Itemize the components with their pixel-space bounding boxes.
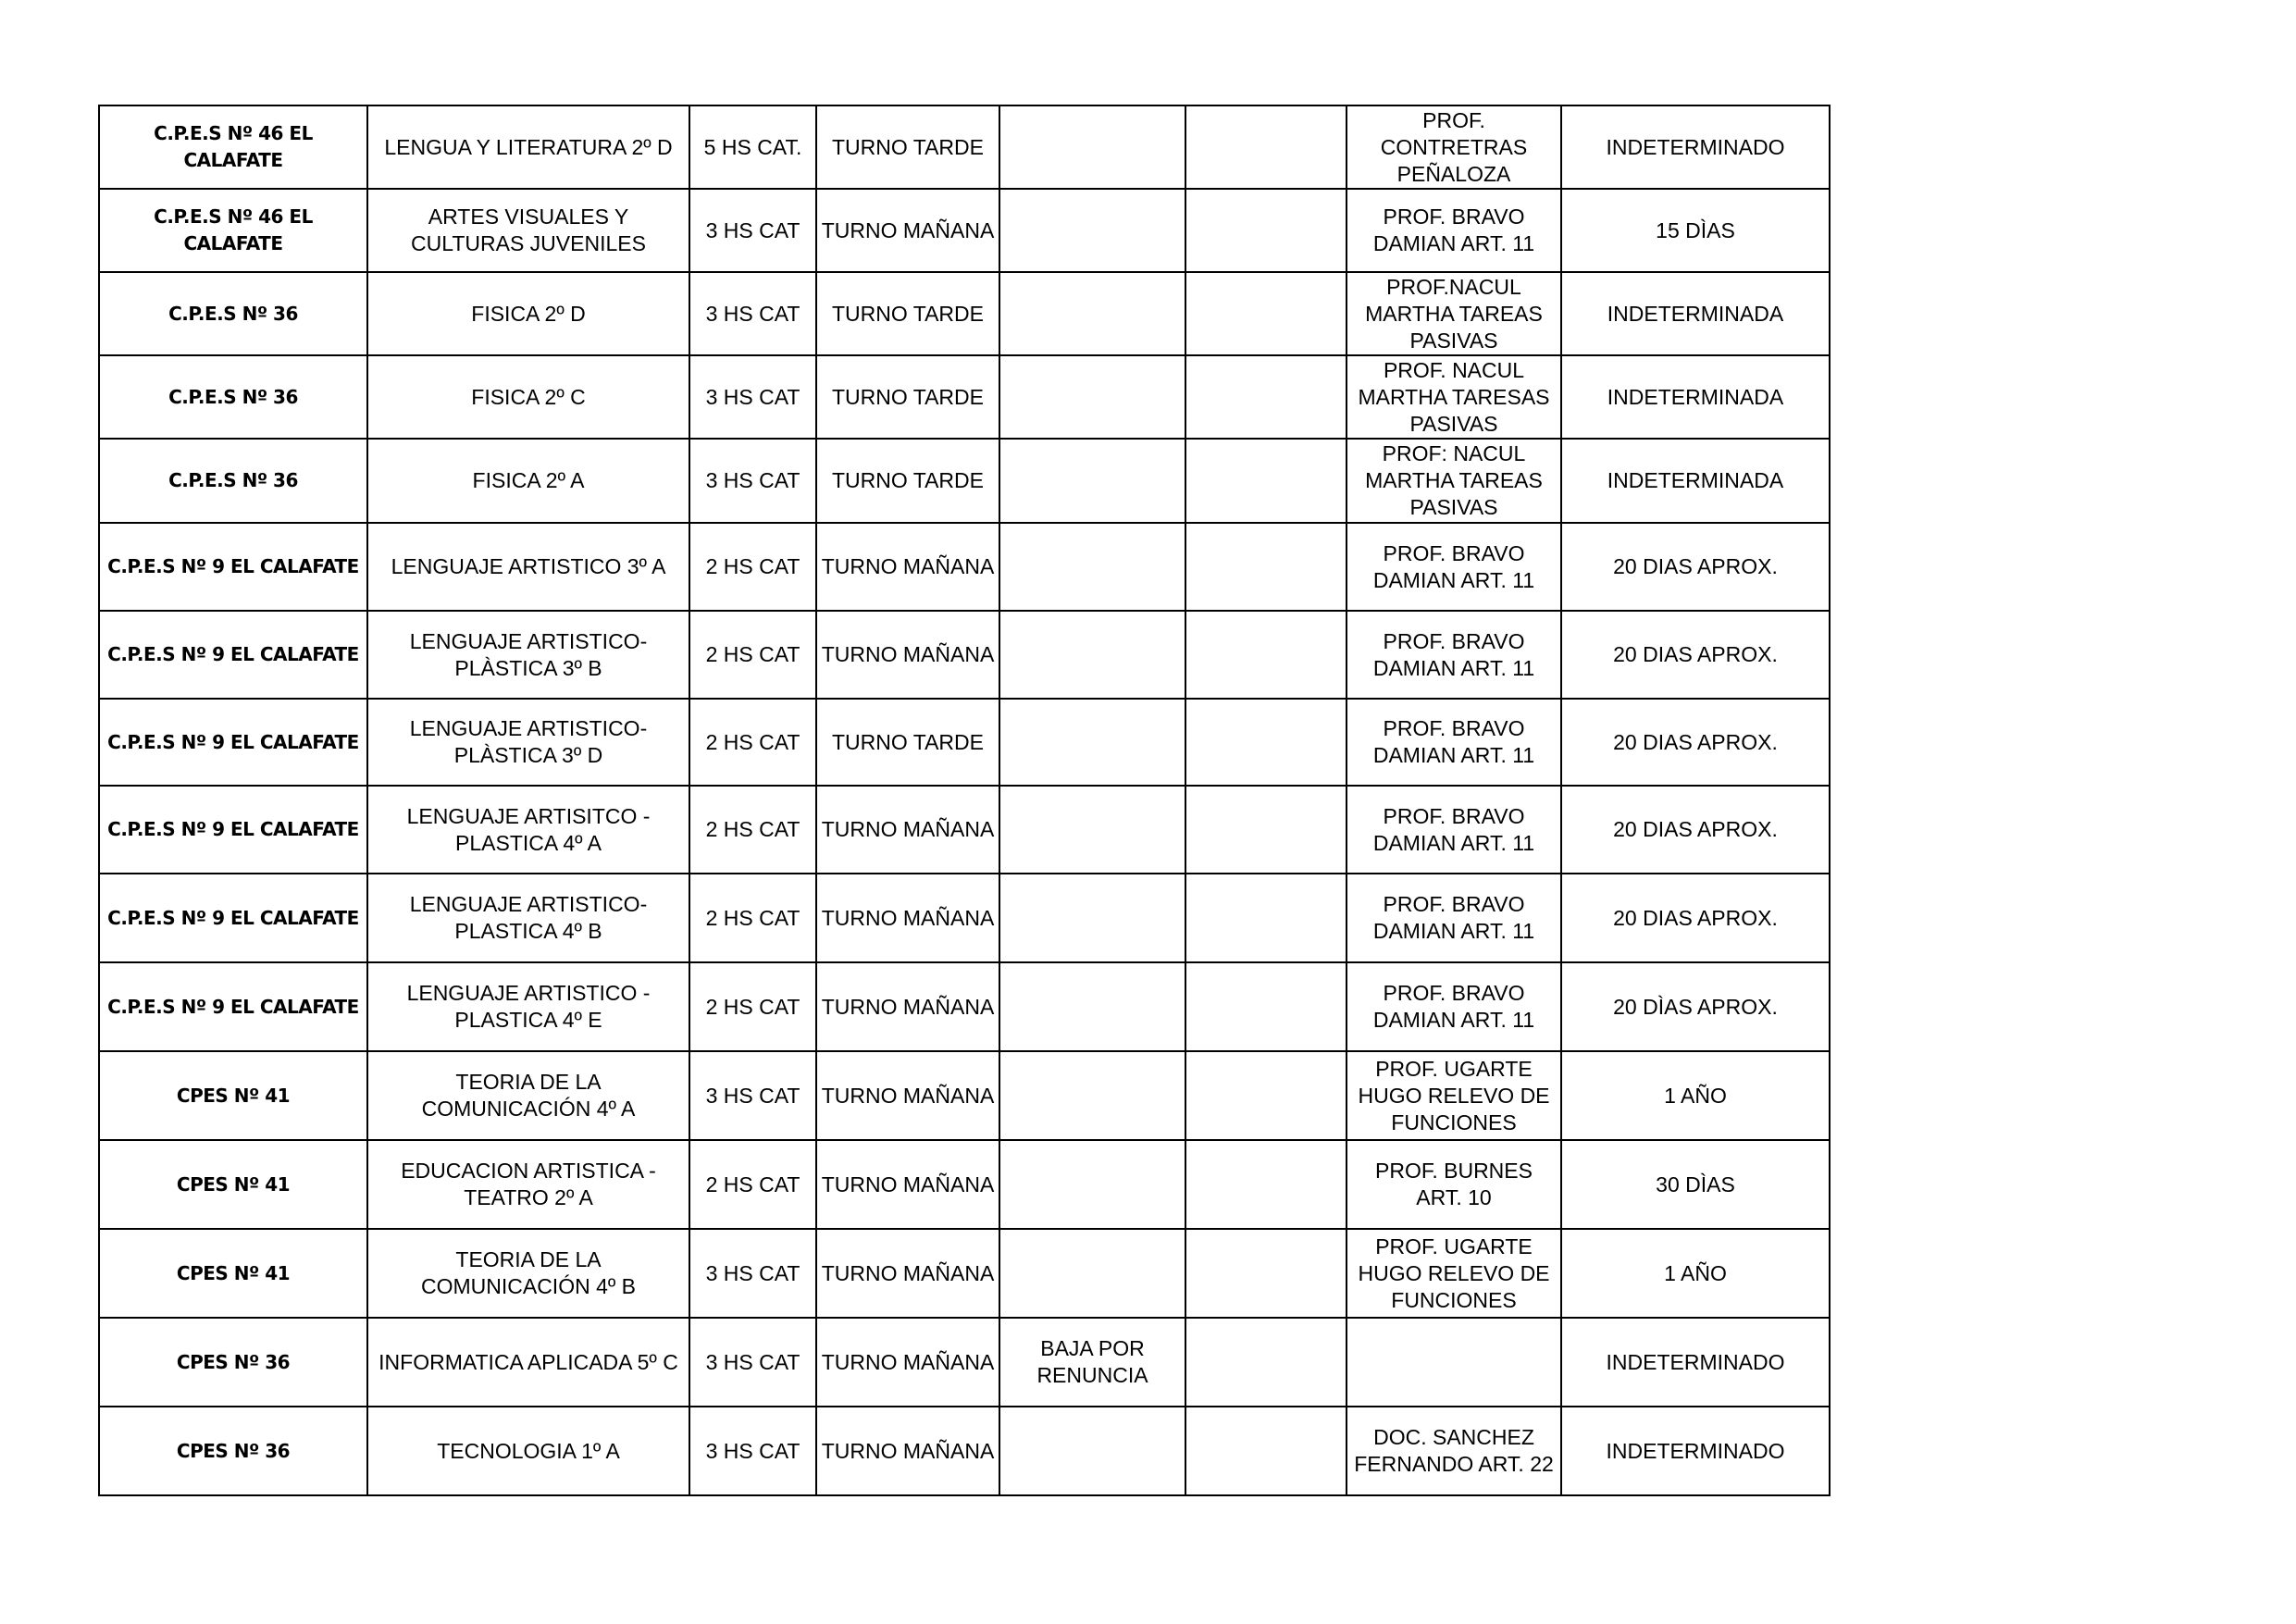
table-row: [99, 611, 1830, 699]
extra-cell: [1185, 1318, 1347, 1407]
duration-cell: INDETERMINADO: [1561, 1318, 1830, 1407]
school-cell: CPES Nº 36: [99, 1407, 367, 1495]
hours-cell: 3 HS CAT: [689, 1407, 816, 1495]
school-cell: C.P.E.S Nº 36: [99, 439, 367, 523]
teacher-cell: PROF. BRAVO DAMIAN ART. 11: [1347, 699, 1561, 786]
extra-cell: [1185, 523, 1347, 611]
shift-cell: TURNO TARDE: [816, 439, 999, 523]
duration-cell: 15 DÌAS: [1561, 189, 1830, 272]
table-row: [99, 1318, 1830, 1407]
subject-cell: FISICA 2º D: [367, 272, 689, 355]
duration-cell: INDETERMINADA: [1561, 439, 1830, 523]
reason-cell: [999, 962, 1185, 1051]
duration-cell: 20 DÌAS APROX.: [1561, 962, 1830, 1051]
teacher-cell: PROF. UGARTE HUGO RELEVO DE FUNCIONES: [1347, 1229, 1561, 1318]
duration-cell: INDETERMINADO: [1561, 105, 1830, 189]
table-body: [99, 105, 1830, 1495]
extra-cell: [1185, 272, 1347, 355]
shift-cell: TURNO MAÑANA: [816, 786, 999, 874]
reason-cell: [999, 1407, 1185, 1495]
extra-cell: [1185, 105, 1347, 189]
subject-cell: LENGUAJE ARTISTICO- PLASTICA 4º B: [367, 874, 689, 962]
reason-cell: [999, 189, 1185, 272]
table-row: [99, 439, 1830, 523]
shift-cell: TURNO MAÑANA: [816, 611, 999, 699]
hours-cell: 3 HS CAT: [689, 1229, 816, 1318]
school-cell: C.P.E.S Nº 9 EL CALAFATE: [99, 523, 367, 611]
hours-cell: 3 HS CAT: [689, 1318, 816, 1407]
school-cell: C.P.E.S Nº 36: [99, 355, 367, 439]
teacher-cell: PROF. BRAVO DAMIAN ART. 11: [1347, 189, 1561, 272]
school-cell: C.P.E.S Nº 9 EL CALAFATE: [99, 699, 367, 786]
hours-cell: 3 HS CAT: [689, 355, 816, 439]
extra-cell: [1185, 189, 1347, 272]
subject-cell: FISICA 2º A: [367, 439, 689, 523]
table-row: [99, 1407, 1830, 1495]
school-cell: C.P.E.S Nº 9 EL CALAFATE: [99, 874, 367, 962]
subject-cell: TEORIA DE LA COMUNICACIÓN 4º A: [367, 1051, 689, 1140]
duration-cell: 20 DIAS APROX.: [1561, 786, 1830, 874]
shift-cell: TURNO MAÑANA: [816, 962, 999, 1051]
school-cell: C.P.E.S Nº 9 EL CALAFATE: [99, 962, 367, 1051]
subject-cell: INFORMATICA APLICADA 5º C: [367, 1318, 689, 1407]
duration-cell: 20 DIAS APROX.: [1561, 523, 1830, 611]
school-cell: C.P.E.S Nº 9 EL CALAFATE: [99, 786, 367, 874]
hours-cell: 2 HS CAT: [689, 699, 816, 786]
extra-cell: [1185, 439, 1347, 523]
shift-cell: TURNO MAÑANA: [816, 1407, 999, 1495]
subject-cell: LENGUAJE ARTISITCO - PLASTICA 4º A: [367, 786, 689, 874]
hours-cell: 3 HS CAT: [689, 439, 816, 523]
reason-cell: [999, 786, 1185, 874]
reason-cell: [999, 1229, 1185, 1318]
teacher-cell: PROF. CONTRETRAS PEÑALOZA: [1347, 105, 1561, 189]
hours-cell: 2 HS CAT: [689, 523, 816, 611]
subject-cell: LENGUAJE ARTISTICO - PLASTICA 4º E: [367, 962, 689, 1051]
subject-cell: LENGUAJE ARTISTICO- PLÀSTICA 3º B: [367, 611, 689, 699]
subject-cell: LENGUAJE ARTISTICO- PLÀSTICA 3º D: [367, 699, 689, 786]
duration-cell: 20 DIAS APROX.: [1561, 699, 1830, 786]
duration-cell: 1 AÑO: [1561, 1051, 1830, 1140]
extra-cell: [1185, 874, 1347, 962]
subject-cell: LENGUAJE ARTISTICO 3º A: [367, 523, 689, 611]
teacher-cell: PROF. BURNES ART. 10: [1347, 1140, 1561, 1229]
teacher-cell: PROF. BRAVO DAMIAN ART. 11: [1347, 874, 1561, 962]
extra-cell: [1185, 611, 1347, 699]
hours-cell: 2 HS CAT: [689, 1140, 816, 1229]
school-cell: C.P.E.S Nº 36: [99, 272, 367, 355]
table-row: [99, 1229, 1830, 1318]
subject-cell: ARTES VISUALES Y CULTURAS JUVENILES: [367, 189, 689, 272]
subject-cell: TEORIA DE LA COMUNICACIÓN 4º B: [367, 1229, 689, 1318]
table-row: [99, 786, 1830, 874]
shift-cell: TURNO MAÑANA: [816, 874, 999, 962]
hours-cell: 3 HS CAT: [689, 1051, 816, 1140]
shift-cell: TURNO TARDE: [816, 272, 999, 355]
table-row: [99, 355, 1830, 439]
subject-cell: EDUCACION ARTISTICA - TEATRO 2º A: [367, 1140, 689, 1229]
table-row: [99, 962, 1830, 1051]
shift-cell: TURNO TARDE: [816, 105, 999, 189]
school-cell: C.P.E.S Nº 46 EL CALAFATE: [99, 189, 367, 272]
table-row: [99, 1140, 1830, 1229]
reason-cell: [999, 1140, 1185, 1229]
shift-cell: TURNO TARDE: [816, 355, 999, 439]
table-row: [99, 1051, 1830, 1140]
reason-cell: [999, 1051, 1185, 1140]
reason-cell: [999, 523, 1185, 611]
school-cell: CPES Nº 36: [99, 1318, 367, 1407]
table-row: [99, 874, 1830, 962]
hours-cell: 2 HS CAT: [689, 611, 816, 699]
school-cell: C.P.E.S Nº 46 EL CALAFATE: [99, 105, 367, 189]
reason-cell: [999, 105, 1185, 189]
vacancies-table: [98, 105, 1831, 1496]
extra-cell: [1185, 699, 1347, 786]
reason-cell: [999, 874, 1185, 962]
school-cell: CPES Nº 41: [99, 1229, 367, 1318]
extra-cell: [1185, 355, 1347, 439]
duration-cell: INDETERMINADA: [1561, 355, 1830, 439]
shift-cell: TURNO TARDE: [816, 699, 999, 786]
reason-cell: [999, 699, 1185, 786]
hours-cell: 5 HS CAT.: [689, 105, 816, 189]
hours-cell: 3 HS CAT: [689, 272, 816, 355]
table-row: [99, 699, 1830, 786]
extra-cell: [1185, 786, 1347, 874]
shift-cell: TURNO MAÑANA: [816, 1051, 999, 1140]
teacher-cell: PROF. BRAVO DAMIAN ART. 11: [1347, 523, 1561, 611]
table-row: [99, 272, 1830, 355]
duration-cell: INDETERMINADA: [1561, 272, 1830, 355]
teacher-cell: DOC. SANCHEZ FERNANDO ART. 22: [1347, 1407, 1561, 1495]
reason-cell: [999, 272, 1185, 355]
teacher-cell: PROF. NACUL MARTHA TARESAS PASIVAS: [1347, 355, 1561, 439]
teacher-cell: PROF.NACUL MARTHA TAREAS PASIVAS: [1347, 272, 1561, 355]
school-cell: C.P.E.S Nº 9 EL CALAFATE: [99, 611, 367, 699]
reason-cell: BAJA POR RENUNCIA: [999, 1318, 1185, 1407]
shift-cell: TURNO MAÑANA: [816, 189, 999, 272]
subject-cell: LENGUA Y LITERATURA 2º D: [367, 105, 689, 189]
teacher-cell: PROF: NACUL MARTHA TAREAS PASIVAS: [1347, 439, 1561, 523]
hours-cell: 3 HS CAT: [689, 189, 816, 272]
subject-cell: TECNOLOGIA 1º A: [367, 1407, 689, 1495]
reason-cell: [999, 611, 1185, 699]
duration-cell: 20 DIAS APROX.: [1561, 611, 1830, 699]
shift-cell: TURNO MAÑANA: [816, 1140, 999, 1229]
table-row: [99, 189, 1830, 272]
teacher-cell: PROF. BRAVO DAMIAN ART. 11: [1347, 611, 1561, 699]
table-row: [99, 523, 1830, 611]
duration-cell: 30 DÌAS: [1561, 1140, 1830, 1229]
extra-cell: [1185, 1051, 1347, 1140]
duration-cell: 20 DIAS APROX.: [1561, 874, 1830, 962]
teacher-cell: [1347, 1318, 1561, 1407]
teacher-cell: PROF. BRAVO DAMIAN ART. 11: [1347, 962, 1561, 1051]
hours-cell: 2 HS CAT: [689, 786, 816, 874]
extra-cell: [1185, 1407, 1347, 1495]
school-cell: CPES Nº 41: [99, 1051, 367, 1140]
subject-cell: FISICA 2º C: [367, 355, 689, 439]
reason-cell: [999, 439, 1185, 523]
duration-cell: INDETERMINADO: [1561, 1407, 1830, 1495]
extra-cell: [1185, 1229, 1347, 1318]
teacher-cell: PROF. BRAVO DAMIAN ART. 11: [1347, 786, 1561, 874]
reason-cell: [999, 355, 1185, 439]
table-row: [99, 105, 1830, 189]
hours-cell: 2 HS CAT: [689, 874, 816, 962]
hours-cell: 2 HS CAT: [689, 962, 816, 1051]
school-cell: CPES Nº 41: [99, 1140, 367, 1229]
extra-cell: [1185, 1140, 1347, 1229]
teacher-cell: PROF. UGARTE HUGO RELEVO DE FUNCIONES: [1347, 1051, 1561, 1140]
shift-cell: TURNO MAÑANA: [816, 523, 999, 611]
extra-cell: [1185, 962, 1347, 1051]
duration-cell: 1 AÑO: [1561, 1229, 1830, 1318]
shift-cell: TURNO MAÑANA: [816, 1318, 999, 1407]
shift-cell: TURNO MAÑANA: [816, 1229, 999, 1318]
